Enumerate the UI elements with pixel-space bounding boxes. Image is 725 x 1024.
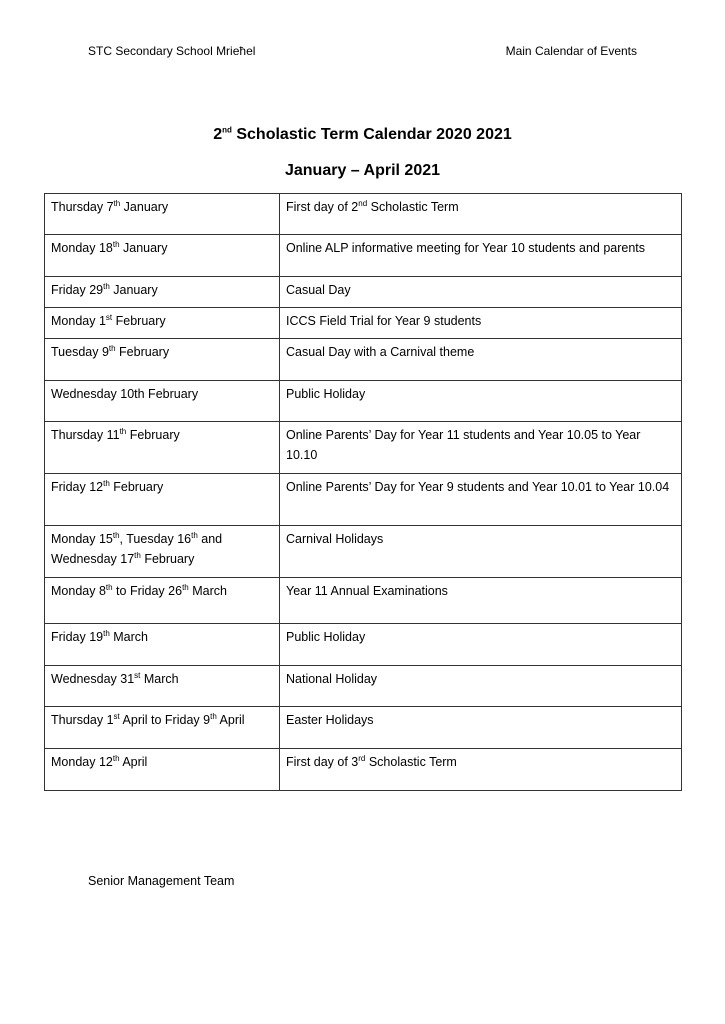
ordinal-suffix: th [112, 753, 120, 763]
ordinal-suffix: th [108, 343, 116, 353]
cell-text: April [119, 755, 148, 769]
cell-text: First day of 3 [286, 755, 359, 769]
cell-text: March [188, 584, 227, 598]
cell-text: Thursday 7 [51, 200, 114, 214]
cell-text: Monday 1 [51, 314, 106, 328]
cell-text: Friday 19 [51, 630, 104, 644]
table-row [45, 308, 682, 339]
event-description-cell [280, 422, 682, 474]
table-row [45, 707, 682, 749]
event-description-cell [280, 749, 682, 791]
cell-text: January [120, 200, 169, 214]
cell-text: National Holiday [286, 672, 378, 686]
cell-text: Year 11 Annual Examinations [286, 584, 448, 598]
event-description-cell [280, 526, 682, 578]
cell-text: Monday 12 [51, 755, 113, 769]
event-date-cell [45, 666, 280, 707]
cell-text: Public Holiday [286, 630, 366, 644]
event-description-cell [280, 474, 682, 526]
cell-text: March [140, 672, 179, 686]
cell-text: First day of 2 [286, 200, 359, 214]
event-description-cell [280, 624, 682, 666]
ordinal-suffix: th [182, 582, 189, 592]
table-row [45, 381, 682, 422]
cell-text: Online Parents’ Day for Year 9 students and Year 10.01 to Year 10.04 [286, 480, 670, 494]
ordinal-suffix: th [134, 550, 141, 560]
cell-text: Scholastic Term [367, 200, 459, 214]
cell-text: ICCS Field Trial for Year 9 students [286, 314, 482, 328]
title-text: Scholastic Term Calendar 2020 2021 [231, 126, 512, 143]
event-description-cell [280, 277, 682, 308]
event-date-cell [45, 277, 280, 308]
cell-text: April to Friday 9 [119, 713, 211, 727]
cell-text: to Friday 26 [112, 584, 183, 598]
cell-text: April [216, 713, 245, 727]
table-row [45, 526, 682, 578]
ordinal-suffix: th [103, 628, 110, 638]
ordinal-suffix: th [103, 281, 110, 291]
event-date-cell [45, 422, 280, 474]
cell-text: Easter Holidays [286, 713, 374, 727]
event-description-cell [280, 578, 682, 624]
event-description-cell [280, 707, 682, 749]
ordinal-suffix: rd [358, 753, 366, 763]
header-document-title: Main Calendar of Events [505, 44, 637, 58]
table-row [45, 749, 682, 791]
cell-text: Online Parents’ Day for Year 11 students and Year 10.05 to Year 10.10 [286, 428, 641, 462]
event-date-cell [45, 474, 280, 526]
table-row [45, 339, 682, 381]
ordinal-suffix: th [112, 530, 120, 540]
cell-text: and Wednesday 17 [51, 532, 223, 566]
table-row [45, 277, 682, 308]
cell-text: , Tuesday 16 [119, 532, 192, 546]
ordinal-suffix: th [103, 478, 110, 488]
cell-text: February [140, 552, 195, 566]
events-table [44, 193, 682, 791]
event-date-cell [45, 578, 280, 624]
ordinal-suffix: th [119, 426, 127, 436]
table-row [45, 666, 682, 707]
cell-text: Friday 29 [51, 283, 104, 297]
table-row [45, 624, 682, 666]
cell-text: Thursday 11 [51, 428, 120, 442]
cell-text: February [109, 480, 164, 494]
cell-text: February [112, 314, 166, 328]
event-date-cell [45, 526, 280, 578]
cell-text: March [109, 630, 148, 644]
event-date-cell [45, 339, 280, 381]
events-table-body [45, 194, 682, 791]
cell-text: Carnival Holidays [286, 532, 384, 546]
title-ordinal-suffix: nd [222, 125, 232, 135]
cell-text: Casual Day with a Carnival theme [286, 345, 475, 359]
cell-text: January [109, 283, 158, 297]
event-date-cell [45, 194, 280, 235]
ordinal-suffix: st [113, 711, 120, 721]
ordinal-suffix: th [105, 582, 113, 592]
event-description-cell [280, 666, 682, 707]
cell-text: Tuesday 9 [51, 345, 109, 359]
cell-text: Monday 18 [51, 241, 113, 255]
cell-text: February [126, 428, 180, 442]
cell-text: Wednesday 10th February [51, 387, 199, 401]
cell-text: Monday 8 [51, 584, 106, 598]
table-row [45, 422, 682, 474]
ordinal-suffix: st [105, 312, 113, 322]
event-date-cell [45, 235, 280, 277]
page-subtitle: January – April 2021 [284, 162, 441, 179]
table-row [45, 194, 682, 235]
cell-text: Scholastic Term [365, 755, 457, 769]
page-title [0, 126, 725, 144]
cell-text: January [119, 241, 168, 255]
cell-text: Online ALP informative meeting for Year 10 students and parents [286, 241, 646, 255]
ordinal-suffix: th [113, 198, 121, 208]
table-row [45, 235, 682, 277]
event-date-cell [45, 308, 280, 339]
event-date-cell [45, 624, 280, 666]
event-date-cell [45, 707, 280, 749]
ordinal-suffix: nd [358, 198, 368, 208]
cell-text: February [115, 345, 170, 359]
event-description-cell [280, 381, 682, 422]
footer-signature: Senior Management Team [88, 874, 235, 888]
ordinal-suffix: th [112, 239, 120, 249]
cell-text: Monday 15 [51, 532, 113, 546]
event-description-cell [280, 308, 682, 339]
event-description-cell [280, 194, 682, 235]
cell-text: Public Holiday [286, 387, 366, 401]
ordinal-suffix: th [191, 530, 198, 540]
title-ordinal-number: 2 [213, 126, 223, 143]
ordinal-suffix: th [210, 711, 217, 721]
event-description-cell [280, 339, 682, 381]
cell-text: Thursday 1 [51, 713, 114, 727]
cell-text: Wednesday 31 [51, 672, 135, 686]
cell-text: Friday 12 [51, 480, 104, 494]
table-row [45, 474, 682, 526]
event-description-cell [280, 235, 682, 277]
cell-text: Casual Day [286, 283, 351, 297]
header-school-name: STC Secondary School Mrieħel [88, 44, 256, 58]
event-date-cell [45, 381, 280, 422]
table-row [45, 578, 682, 624]
ordinal-suffix: st [134, 670, 141, 680]
event-date-cell [45, 749, 280, 791]
